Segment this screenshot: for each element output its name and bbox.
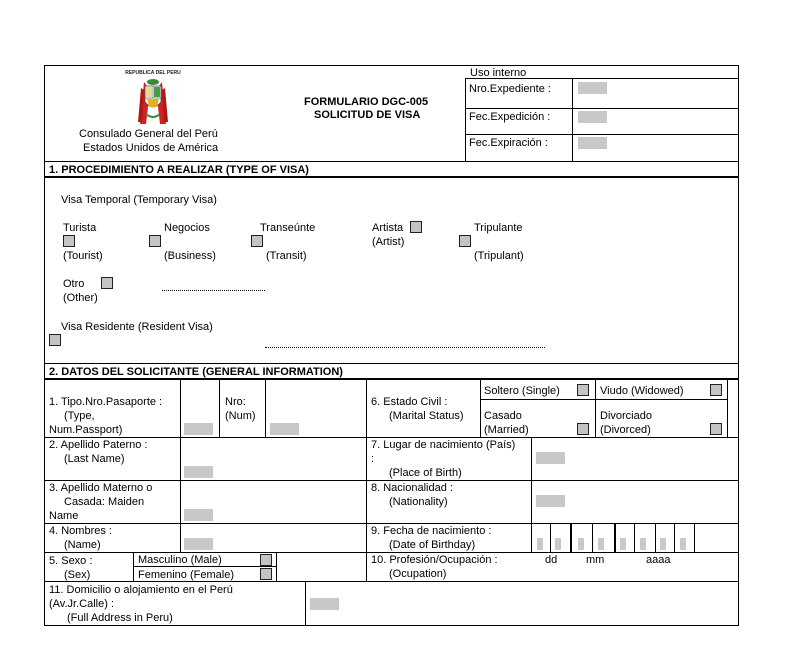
birth-day-digit-1[interactable] [537, 538, 543, 550]
form-title: SOLICITUD DE VISA [314, 109, 421, 121]
consulate-name: Consulado General del Perú [79, 128, 218, 140]
passport-num-sep [265, 380, 266, 437]
internal-row-sep-1 [465, 108, 739, 109]
other-label: (Other) [63, 292, 98, 304]
internal-use-label: Uso interno [470, 67, 527, 79]
negocios-checkbox[interactable] [149, 235, 161, 247]
col-sep-label-left [180, 380, 181, 552]
temporary-visa-label: Visa Temporal (Temporary Visa) [61, 194, 217, 206]
femenino-checkbox[interactable] [260, 568, 272, 580]
divorced-label: (Divorced) [600, 424, 651, 436]
casado-label: Casado [484, 410, 522, 422]
resident-visa-checkbox[interactable] [49, 334, 61, 346]
masculino-checkbox[interactable] [260, 554, 272, 566]
birth-place-input[interactable] [536, 452, 565, 464]
section2-top-line [44, 363, 739, 364]
f1-label-passport: Num.Passport) [49, 424, 123, 436]
internal-box-left [465, 78, 466, 161]
f2-label: 2. Apellido Paterno : [49, 439, 148, 451]
expediente-label: Nro.Expediente : [469, 83, 551, 95]
date-sep-7 [674, 523, 675, 552]
artista-checkbox[interactable] [410, 221, 422, 233]
num-label: (Num) [225, 410, 256, 422]
femenino-label: Femenino (Female) [138, 569, 234, 581]
f5-label-en: (Sex) [64, 569, 91, 581]
negocios-label: Negocios [164, 222, 210, 234]
married-label: (Married) [484, 424, 529, 436]
viudo-checkbox[interactable] [710, 384, 722, 396]
peru-coat-of-arms-icon [124, 68, 182, 130]
address-input[interactable] [310, 598, 339, 610]
f6-label-en: (Marital Status) [389, 410, 464, 422]
row-line-2 [44, 480, 739, 481]
form-border-right [738, 65, 739, 626]
f10-label: 10. Profesión/Ocupación : [371, 554, 498, 566]
expiracion-input[interactable] [578, 137, 607, 149]
casado-checkbox[interactable] [577, 423, 589, 435]
marital-row-sep [480, 399, 728, 400]
soltero-label: Soltero (Single) [484, 385, 560, 397]
masculino-label: Masculino (Male) [138, 554, 222, 566]
f3-label-casada: Casada: Maiden [64, 496, 145, 508]
row-line-4 [44, 552, 739, 553]
resident-visa-label: Visa Residente (Resident Visa) [61, 321, 213, 333]
f9-label: 9. Fecha de nacimiento : [371, 525, 492, 537]
expedicion-label: Fec.Expedición : [469, 111, 551, 123]
section1-top-line [44, 161, 739, 162]
artista-label: Artista [372, 222, 404, 234]
date-sep-5 [634, 523, 635, 552]
date-sep-4 [614, 523, 616, 552]
f7-colon: : [371, 453, 375, 465]
expedicion-input[interactable] [578, 111, 607, 123]
birth-nat-col-sep [531, 437, 532, 523]
form-border-bottom [44, 625, 739, 626]
transeunte-checkbox[interactable] [251, 235, 263, 247]
date-aaaa-label: aaaa [646, 554, 671, 566]
turista-checkbox[interactable] [63, 235, 75, 247]
address-col-sep [305, 581, 306, 625]
date-sep-2 [570, 523, 572, 552]
f1-label: 1. Tipo.Nro.Pasaporte : [49, 396, 163, 408]
birth-year-digit-2[interactable] [640, 538, 646, 550]
f5-label: 5. Sexo : [49, 555, 93, 567]
passport-number-input[interactable] [270, 423, 299, 435]
emblem-text: REPUBLICA DEL PERU [125, 70, 181, 76]
birth-year-digit-1[interactable] [620, 538, 626, 550]
viudo-label: Viudo (Widowed) [600, 385, 684, 397]
date-sep-1 [550, 523, 551, 552]
birth-year-digit-4[interactable] [680, 538, 686, 550]
nationality-input[interactable] [536, 495, 565, 507]
date-dd-label: dd [545, 554, 558, 566]
marital-col-sep-3 [727, 380, 728, 437]
business-label: (Business) [164, 250, 216, 262]
birth-month-digit-2[interactable] [598, 538, 604, 550]
marital-col-sep-2 [595, 380, 596, 437]
divorciado-checkbox[interactable] [710, 423, 722, 435]
form-border-top [44, 65, 739, 66]
tripulant-label: (Tripulant) [474, 250, 524, 262]
consulate-country: Estados Unidos de América [83, 142, 219, 154]
turista-label: Turista [63, 222, 97, 234]
passport-type-sep [219, 380, 220, 437]
f4-label: 4. Nombres : [49, 525, 112, 537]
last-name-input[interactable] [184, 466, 213, 478]
marital-col-sep-1 [480, 380, 481, 437]
date-sep-0 [531, 523, 532, 552]
f4-label-en: (Name) [64, 539, 101, 551]
birth-day-digit-2[interactable] [555, 538, 561, 550]
sex-box-right [276, 552, 277, 581]
tripulante-checkbox[interactable] [459, 235, 471, 247]
form-border-left [44, 65, 45, 626]
date-mm-label: mm [586, 554, 605, 566]
f8-label-en: (Nationality) [389, 496, 448, 508]
names-input[interactable] [184, 538, 213, 550]
transit-label: (Transit) [266, 250, 307, 262]
f11-label: 11. Domicilio o alojamiento en el Perú [49, 584, 233, 596]
expiracion-label: Fec.Expiración : [469, 137, 548, 149]
tripulante-label: Tripulante [474, 222, 523, 234]
nro-label: Nro: [225, 396, 246, 408]
f9-label-en: (Date of Birthday) [389, 539, 476, 551]
otro-checkbox[interactable] [101, 277, 113, 289]
transeunte-label: Transeúnte [260, 222, 316, 234]
maiden-name-input[interactable] [184, 509, 213, 521]
f1-label-type: (Type, [64, 410, 95, 422]
passport-type-input[interactable] [184, 423, 213, 435]
internal-col-sep [572, 78, 573, 161]
internal-row-sep-2 [465, 134, 739, 135]
f2-label-en: (Last Name) [64, 453, 125, 465]
form-id: FORMULARIO DGC-005 [304, 96, 429, 108]
section1-title: 1. PROCEDIMIENTO A REALIZAR (TYPE OF VISA) [49, 164, 309, 176]
resident-visa-specify-line[interactable] [265, 347, 545, 348]
date-sep-6 [655, 523, 656, 552]
peru-emblem [124, 68, 182, 130]
date-sep-3 [592, 523, 593, 552]
date-sep-8 [694, 523, 695, 552]
f3-label: 3. Apellido Materno o [49, 482, 153, 494]
divorciado-label: Divorciado [600, 410, 652, 422]
expediente-input[interactable] [578, 82, 607, 94]
artist-label: (Artist) [372, 236, 405, 248]
f11-label-street: (Av.Jr.Calle) : [49, 598, 114, 610]
birth-month-digit-1[interactable] [578, 538, 584, 550]
f3-label-name: Name [49, 510, 79, 522]
soltero-checkbox[interactable] [577, 384, 589, 396]
row-line-1 [44, 437, 739, 438]
f10-label-en: (Ocupation) [389, 568, 447, 580]
otro-label: Otro [63, 278, 85, 290]
f6-label: 6. Estado Civil : [371, 396, 448, 408]
tourist-label: (Tourist) [63, 250, 103, 262]
f7-label: 7. Lugar de nacimiento (País) [371, 439, 516, 451]
otro-specify-line[interactable] [162, 290, 265, 291]
col-sep-middle [366, 380, 367, 581]
section2-title: 2. DATOS DEL SOLICITANTE (GENERAL INFORMATION) [49, 366, 343, 378]
f11-label-en: (Full Address in Peru) [67, 612, 173, 624]
f7-label-en: (Place of Birth) [389, 467, 462, 479]
birth-year-digit-3[interactable] [660, 538, 666, 550]
f8-label: 8. Nacionalidad : [371, 482, 453, 494]
